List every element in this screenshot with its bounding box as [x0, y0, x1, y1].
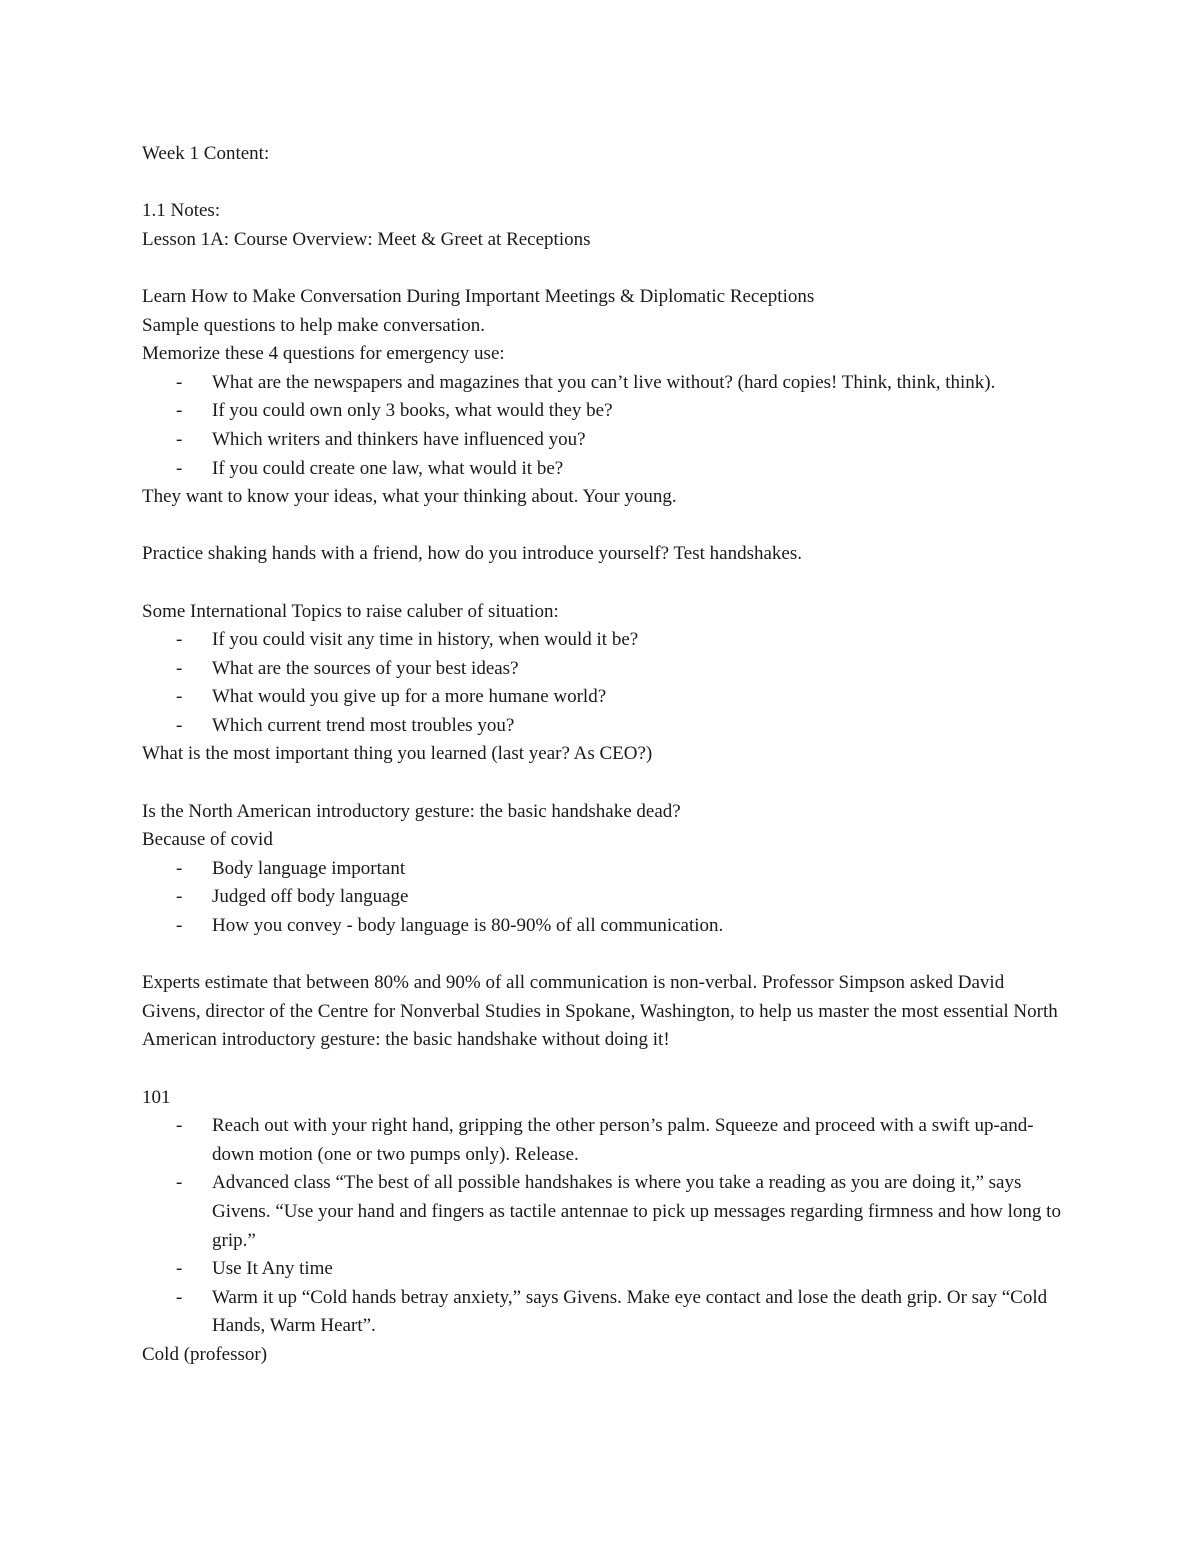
- dash-bullet: -: [176, 629, 183, 651]
- intro-line-2: Memorize these 4 questions for emergency use:: [142, 343, 505, 365]
- list-item: [142, 1169, 1062, 1255]
- list-item-text: If you could create one law, what would it be?: [212, 457, 564, 479]
- spacer: [142, 254, 1062, 283]
- international-title: Some International Topics to raise caluber of situation:: [142, 600, 559, 622]
- list-item: [142, 426, 1062, 455]
- list-item: [142, 712, 1062, 741]
- list-item: [142, 397, 1062, 426]
- list-item: [142, 883, 1062, 912]
- dash-bullet: -: [176, 1172, 183, 1194]
- emergency-questions-list: [142, 369, 1062, 483]
- spacer: [142, 569, 1062, 598]
- dash-bullet: -: [176, 1286, 183, 1308]
- spacer: [142, 941, 1062, 970]
- list-item: [142, 912, 1062, 941]
- section-101-label: 101: [142, 1086, 171, 1108]
- body-language-list: [142, 855, 1062, 941]
- list-item-text: What would you give up for a more humane world?: [212, 686, 607, 708]
- lesson-title: Lesson 1A: Course Overview: Meet & Greet at Receptions: [142, 228, 591, 250]
- handshake-question: Is the North American introductory gesture: the basic handshake dead?: [142, 800, 681, 822]
- dash-bullet: -: [176, 915, 183, 937]
- list-item-text: Which current trend most troubles you?: [212, 714, 515, 736]
- list-item: [142, 455, 1062, 484]
- list-item-text: What are the newspapers and magazines that you can’t live without? (hard copies! Think, think, think).: [212, 371, 996, 393]
- page-heading: Week 1 Content:: [142, 143, 270, 164]
- list-item-text: How you convey - body language is 80-90% of all communication.: [212, 915, 724, 937]
- list-item: [142, 683, 1062, 712]
- dash-bullet: -: [176, 686, 183, 708]
- list-item: [142, 369, 1062, 398]
- dash-bullet: -: [176, 1258, 183, 1280]
- dash-bullet: -: [176, 857, 183, 879]
- handshake-steps-list: [142, 1112, 1062, 1341]
- dash-bullet: -: [176, 400, 183, 422]
- dash-bullet: -: [176, 371, 183, 393]
- document-page: [142, 140, 1062, 1370]
- spacer: [142, 512, 1062, 541]
- spacer: [142, 169, 1062, 198]
- list-item: [142, 855, 1062, 884]
- intro-line-1: Sample questions to help make conversation.: [142, 314, 485, 336]
- dash-bullet: -: [176, 428, 183, 450]
- list-item: [142, 655, 1062, 684]
- practice-line: Practice shaking hands with a friend, how do you introduce yourself? Test handshakes.: [142, 543, 802, 565]
- list-item: [142, 1255, 1062, 1284]
- section-101-after: Cold (professor): [142, 1343, 268, 1365]
- list-item-text: Advanced class “The best of all possible handshakes is where you take a reading as you are doing it,” says Givens. “Use your hand and fingers as tactile antennae to pick up messages regarding firmness and how long to grip.”: [212, 1172, 1061, 1251]
- dash-bullet: -: [176, 657, 183, 679]
- spacer: [142, 769, 1062, 798]
- dash-bullet: -: [176, 1115, 183, 1137]
- list-item-text: Body language important: [212, 857, 406, 879]
- list-item-text: Which writers and thinkers have influenced you?: [212, 428, 586, 450]
- list-item: [142, 626, 1062, 655]
- handshake-because: Because of covid: [142, 829, 273, 851]
- dash-bullet: -: [176, 714, 183, 736]
- spacer: [142, 1055, 1062, 1084]
- list-item-text: What are the sources of your best ideas?: [212, 657, 519, 679]
- list-item-text: Use It Any time: [212, 1258, 333, 1280]
- list-item-text: Reach out with your right hand, gripping the other person’s palm. Squeeze and proceed with a swift up-and-down motion (one or two pumps only). Release.: [212, 1115, 1034, 1165]
- list-item: [142, 1284, 1062, 1341]
- experts-paragraph: Experts estimate that between 80% and 90% of all communication is non-verbal. Professor Simpson asked David Givens, director of the Centre for Nonverbal Studies in Spokane, Washington, to help us master the most essential North American introductory gesture: the basic handshake without doing it!: [142, 972, 1058, 1051]
- dash-bullet: -: [176, 886, 183, 908]
- notes-label: 1.1 Notes:: [142, 200, 221, 222]
- list-item-text: Judged off body language: [212, 886, 409, 908]
- intro-title: Learn How to Make Conversation During Important Meetings & Diplomatic Receptions: [142, 285, 815, 307]
- list-item-text: Warm it up “Cold hands betray anxiety,” says Givens. Make eye contact and lose the death grip. Or say “Cold Hands, Warm Heart”.: [212, 1286, 1048, 1337]
- list-item-text: If you could visit any time in history, when would it be?: [212, 629, 639, 651]
- international-after: What is the most important thing you learned (last year? As CEO?): [142, 743, 653, 765]
- intro-after: They want to know your ideas, what your thinking about. Your young.: [142, 486, 677, 508]
- list-item-text: If you could own only 3 books, what would they be?: [212, 400, 613, 422]
- dash-bullet: -: [176, 457, 183, 479]
- list-item: [142, 1112, 1062, 1169]
- international-topics-list: [142, 626, 1062, 740]
